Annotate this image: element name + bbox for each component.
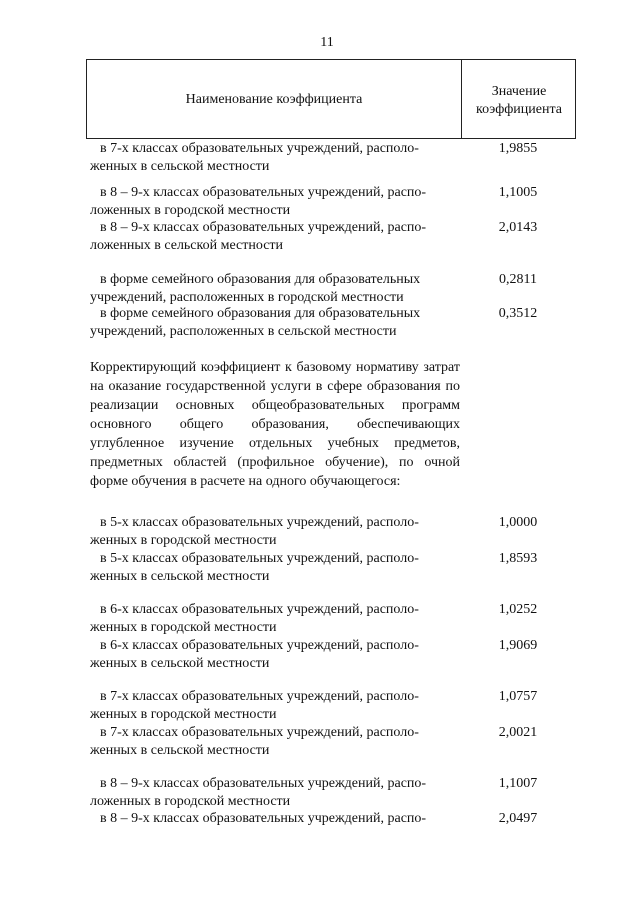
row-line1: в 6-х классах образовательных учреждений, располо- bbox=[100, 638, 419, 653]
row-line2: женных в сельской местности bbox=[90, 159, 270, 174]
coefficient-row bbox=[90, 550, 460, 586]
coefficient-row bbox=[90, 184, 460, 220]
coefficient-row bbox=[90, 219, 460, 255]
row-line1: в 5-х классах образовательных учреждений, располо- bbox=[100, 515, 419, 530]
coefficient-value: 1,9855 bbox=[498, 141, 538, 156]
coefficient-description: Корректирующий коэффициент к базовому нормативу затрат на оказание государственной услуги в сфере образования по реализации основных общеобразовательных программ основного общего образования, обеспечивающих углубленное изучение отдельных учебных предметов, предметных областей (профильное обучение), по очной форме обучения в расчете на одного обучающегося: bbox=[90, 360, 460, 489]
column-header-name: Наименование коэффициента bbox=[185, 92, 363, 107]
row-line2: учреждений, расположенных в сельской местности bbox=[90, 324, 397, 339]
coefficient-row bbox=[90, 810, 460, 828]
column-header-value-line2: коэффициента bbox=[476, 102, 562, 117]
coefficient-row bbox=[90, 688, 460, 724]
coefficient-value: 2,0143 bbox=[498, 220, 538, 235]
coefficient-row bbox=[90, 271, 460, 307]
row-line2: женных в городской местности bbox=[90, 620, 277, 635]
coefficient-row bbox=[90, 305, 460, 341]
page-number: 11 bbox=[320, 35, 334, 50]
coefficient-value: 2,0497 bbox=[498, 811, 538, 826]
row-line2: ложенных в городской местности bbox=[90, 203, 291, 218]
row-line1: в форме семейного образования для образовательных bbox=[100, 272, 421, 287]
row-line2: женных в городской местности bbox=[90, 707, 277, 722]
coefficient-value: 1,9069 bbox=[498, 638, 538, 653]
coefficient-row bbox=[90, 601, 460, 637]
coefficient-value: 0,2811 bbox=[499, 272, 537, 287]
coefficient-row bbox=[90, 140, 460, 176]
coefficient-row bbox=[90, 514, 460, 550]
coefficient-value: 1,0000 bbox=[498, 515, 538, 530]
coefficient-row bbox=[90, 724, 460, 760]
row-line1: в 8 – 9-х классах образовательных учреждений, распо- bbox=[100, 811, 427, 826]
column-header-value bbox=[462, 83, 576, 119]
row-line2: ложенных в городской местности bbox=[90, 794, 291, 809]
coefficient-value: 1,1005 bbox=[498, 185, 538, 200]
row-line1: в 7-х классах образовательных учреждений, располо- bbox=[100, 141, 419, 156]
row-line1: в 8 – 9-х классах образовательных учреждений, распо- bbox=[100, 776, 427, 791]
row-line2: женных в сельской местности bbox=[90, 569, 270, 584]
row-line1: в 7-х классах образовательных учреждений, располо- bbox=[100, 725, 419, 740]
coefficient-row bbox=[90, 775, 460, 811]
coefficient-value: 1,1007 bbox=[498, 776, 538, 791]
row-line2: женных в сельской местности bbox=[90, 656, 270, 671]
coefficient-row bbox=[90, 637, 460, 673]
column-header-value-line1: Значение bbox=[491, 84, 547, 99]
row-line2: женных в городской местности bbox=[90, 533, 277, 548]
row-line1: в 6-х классах образовательных учреждений, располо- bbox=[100, 602, 419, 617]
row-line1: в форме семейного образования для образовательных bbox=[100, 306, 421, 321]
coefficient-value: 1,0757 bbox=[498, 689, 538, 704]
coefficient-value: 1,8593 bbox=[498, 551, 538, 566]
row-line1: в 7-х классах образовательных учреждений, располо- bbox=[100, 689, 419, 704]
row-line1: в 8 – 9-х классах образовательных учреждений, распо- bbox=[100, 185, 427, 200]
coefficient-value: 2,0021 bbox=[498, 725, 538, 740]
coefficient-value: 1,0252 bbox=[498, 602, 538, 617]
row-line2: учреждений, расположенных в городской местности bbox=[90, 290, 404, 305]
row-line1: в 8 – 9-х классах образовательных учреждений, распо- bbox=[100, 220, 427, 235]
row-line2: женных в сельской местности bbox=[90, 743, 270, 758]
coefficient-value: 0,3512 bbox=[498, 306, 538, 321]
row-line1: в 5-х классах образовательных учреждений, располо- bbox=[100, 551, 419, 566]
row-line2: ложенных в сельской местности bbox=[90, 238, 284, 253]
